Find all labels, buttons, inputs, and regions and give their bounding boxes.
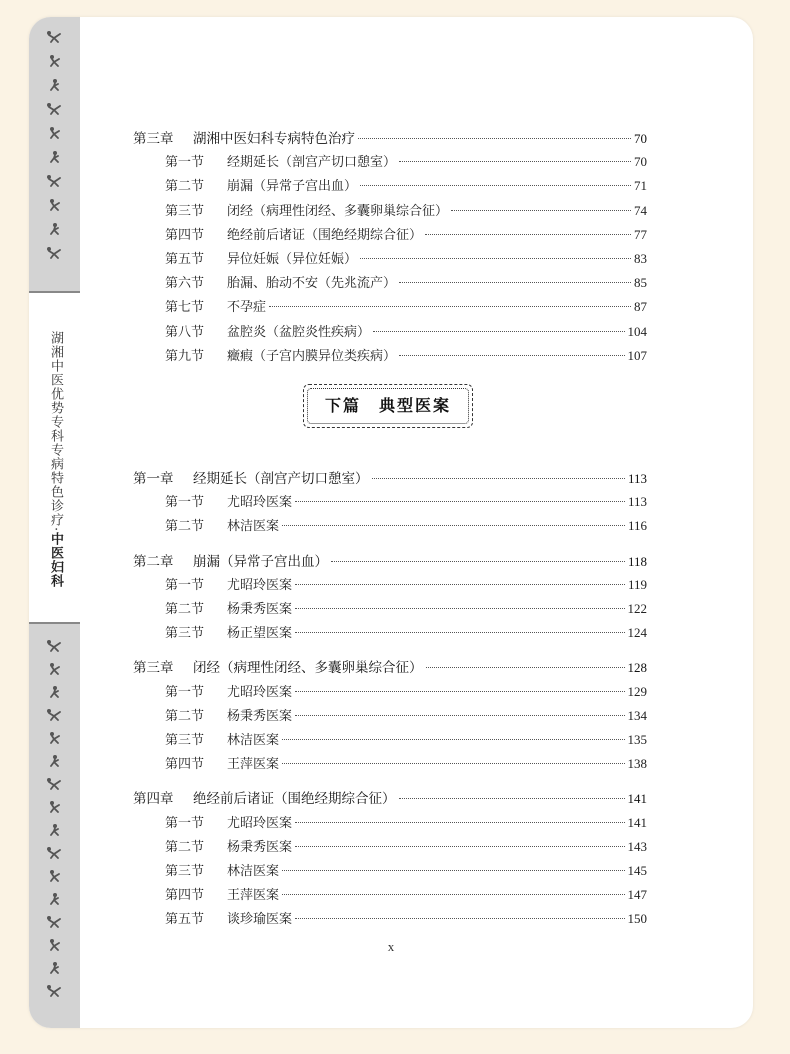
toc-entry-number: 第二节	[165, 708, 205, 724]
toc-dot-leader	[282, 763, 624, 764]
toc-entry-page: 83	[634, 251, 647, 266]
toc-section-entry[interactable]	[133, 729, 647, 749]
toc-entry-number: 第三节	[165, 733, 205, 748]
toc-entry-title: 杨秉秀医案	[227, 839, 293, 855]
book-subject-title: 中医妇科	[48, 532, 63, 589]
toc-entry-number: 第八节	[165, 324, 205, 340]
side-strip	[29, 17, 80, 1028]
part-heading-box	[303, 384, 473, 428]
exercise-figures-bottom	[29, 630, 80, 1028]
toc-entry-page: 138	[627, 756, 647, 772]
exercise-figure-icon	[45, 960, 63, 974]
toc-entry-number: 第一节	[165, 577, 205, 593]
exercise-figure-icon	[45, 776, 63, 790]
exercise-figure-icon	[45, 868, 63, 882]
toc-section-entry[interactable]	[133, 836, 647, 856]
toc-entry-page: 135	[627, 732, 647, 747]
toc-entry-page: 107	[627, 347, 647, 363]
toc-entry-number: 第五节	[165, 912, 205, 928]
toc-chapter-entry[interactable]	[133, 787, 647, 807]
toc-entry-title: 经期延长（剖宫产切口憩室）	[193, 471, 369, 487]
toc-dot-leader	[282, 739, 624, 740]
toc-entry-number: 第二章	[133, 553, 174, 570]
toc-entry-page: 71	[634, 178, 647, 194]
toc-dot-leader	[451, 210, 631, 211]
toc-entry-page: 129	[627, 683, 647, 699]
exercise-figure-icon	[45, 197, 63, 211]
toc-entry-title: 尤昭玲医案	[227, 495, 293, 511]
toc-entry-page: 87	[634, 299, 647, 315]
toc-entry-number: 第二节	[165, 519, 205, 535]
toc-entry-title: 林洁医案	[227, 519, 280, 535]
toc-chapter-entry[interactable]	[133, 550, 647, 570]
toc-entry-title: 绝经前后诸证（围绝经期综合征）	[227, 227, 423, 243]
toc-entry-title: 闭经（病理性闭经、多囊卵巢综合征）	[193, 660, 423, 677]
toc-dot-leader	[282, 525, 625, 526]
toc-entry-title: 湖湘中医妇科专病特色治疗	[193, 131, 355, 147]
exercise-figure-icon	[45, 245, 63, 259]
toc-dot-leader	[295, 632, 624, 633]
toc-section-entry[interactable]	[133, 598, 647, 618]
toc-entry-title: 癥瘕（子宫内膜异位类疾病）	[227, 348, 397, 364]
toc-section-entry[interactable]	[133, 860, 647, 880]
toc-entry-title: 崩漏（异常子宫出血）	[227, 179, 358, 195]
toc-entry-page: 128	[627, 660, 647, 676]
exercise-figure-icon	[45, 661, 63, 675]
toc-entry-number: 第三节	[165, 203, 205, 219]
exercise-figures-top	[29, 17, 80, 279]
toc-dot-leader	[331, 561, 625, 562]
toc-section-entry[interactable]	[133, 622, 647, 642]
toc-entry-page: 113	[627, 471, 647, 486]
toc-entry-page: 141	[627, 791, 647, 807]
toc-section-entry[interactable]	[133, 908, 647, 928]
toc-section-entry[interactable]	[133, 200, 647, 220]
exercise-figure-icon	[45, 77, 63, 91]
toc-entry-title: 尤昭玲医案	[227, 684, 293, 700]
toc-entry-number: 第三节	[165, 626, 205, 642]
toc-section-entry[interactable]	[133, 574, 647, 594]
exercise-figure-icon	[45, 173, 63, 187]
toc-entry-number: 第四节	[165, 888, 205, 904]
toc-entry-page: 124	[627, 625, 647, 641]
toc-entry-number: 第一节	[165, 684, 205, 700]
toc-section-entry[interactable]	[133, 491, 647, 511]
toc-section-entry[interactable]	[133, 296, 647, 316]
toc-entry-number: 第四节	[165, 227, 205, 243]
toc-dot-leader	[295, 715, 624, 716]
toc-dot-leader	[425, 234, 631, 235]
toc-entry-number: 第四节	[165, 757, 205, 773]
toc-dot-leader	[360, 185, 631, 186]
exercise-figure-icon	[45, 29, 63, 43]
toc-chapter-entry[interactable]	[133, 467, 647, 487]
toc-entry-page: 74	[634, 202, 647, 218]
toc-section-entry[interactable]	[133, 151, 647, 171]
toc-entry-page: 150	[627, 911, 647, 927]
exercise-figure-icon	[45, 822, 63, 836]
toc-entry-title: 杨秉秀医案	[227, 708, 293, 724]
exercise-figure-icon	[45, 730, 63, 744]
toc-entry-title: 不孕症	[227, 300, 267, 316]
toc-entry-number: 第二节	[165, 602, 205, 617]
toc-section-entry[interactable]	[133, 272, 647, 292]
toc-dot-leader	[399, 282, 631, 283]
toc-section-entry[interactable]	[133, 224, 647, 244]
toc-dot-leader	[282, 894, 624, 895]
toc-dot-leader	[295, 608, 624, 609]
exercise-figure-icon	[45, 101, 63, 115]
toc-entry-title: 杨正望医案	[227, 626, 293, 642]
exercise-figure-icon	[45, 53, 63, 67]
toc-dot-leader	[295, 846, 624, 847]
toc-entry-page: 143	[627, 838, 647, 854]
exercise-figure-icon	[45, 914, 63, 928]
toc-entry-title: 尤昭玲医案	[227, 577, 293, 593]
toc-section-entry[interactable]	[133, 812, 647, 832]
toc-entry-number: 第三节	[165, 864, 205, 879]
toc-entry-title: 林洁医案	[227, 864, 280, 879]
exercise-figure-icon	[45, 891, 63, 905]
toc-entry-title: 闭经（病理性闭经、多囊卵巢综合征）	[227, 203, 449, 219]
toc-entry-number: 第三章	[133, 131, 174, 147]
toc-entry-title: 盆腔炎（盆腔炎性疾病）	[227, 324, 371, 340]
toc-dot-leader	[372, 478, 625, 479]
toc-section-entry[interactable]	[133, 321, 647, 341]
toc-entry-number: 第五节	[165, 252, 205, 267]
toc-entry-number: 第一章	[133, 471, 174, 487]
book-series-title-main: 湖湘中医优势专科专病特色诊疗·	[48, 331, 63, 533]
toc-dot-leader	[399, 798, 625, 799]
toc-entry-number: 第二节	[165, 179, 205, 195]
toc-entry-page: 145	[627, 863, 647, 878]
toc-chapter-entry[interactable]	[133, 127, 647, 147]
exercise-figure-icon	[45, 753, 63, 767]
part-heading-title: 下篇 典型医案	[324, 396, 451, 415]
toc-entry-number: 第七节	[165, 300, 205, 316]
toc-entry-number: 第一节	[165, 495, 205, 511]
toc-section-entry[interactable]	[133, 248, 647, 268]
toc-entry-title: 杨秉秀医案	[227, 602, 293, 617]
toc-entry-page: 119	[627, 576, 647, 592]
toc-dot-leader	[399, 355, 624, 356]
toc-section-entry[interactable]	[133, 681, 647, 701]
toc-section-entry[interactable]	[133, 515, 647, 535]
toc-entry-number: 第九节	[165, 348, 205, 364]
toc-entry-page: 118	[627, 553, 647, 569]
toc-dot-leader	[269, 306, 631, 307]
toc-dot-leader	[295, 918, 624, 919]
exercise-figure-icon	[45, 149, 63, 163]
toc-entry-number: 第二节	[165, 839, 205, 855]
toc-entry-title: 尤昭玲医案	[227, 815, 293, 831]
book-series-title	[45, 331, 65, 588]
book-page	[29, 17, 753, 1028]
toc-dot-leader	[295, 691, 624, 692]
toc-dot-leader	[360, 258, 631, 259]
toc-entry-number: 第三章	[133, 660, 174, 677]
exercise-figure-icon	[45, 707, 63, 721]
toc-dot-leader	[426, 667, 625, 668]
toc-entry-title: 胎漏、胎动不安（先兆流产）	[227, 276, 397, 292]
toc-entry-page: 77	[634, 226, 647, 242]
toc-section-entry[interactable]	[133, 753, 647, 773]
toc-chapter-entry[interactable]	[133, 656, 647, 676]
toc-entry-title: 王萍医案	[227, 888, 280, 904]
toc-entry-title: 经期延长（剖宫产切口憩室）	[227, 155, 397, 171]
toc-entry-number: 第一节	[165, 155, 205, 171]
toc-dot-leader	[295, 822, 624, 823]
toc-entry-page: 134	[627, 707, 647, 723]
toc-entry-number: 第一节	[165, 815, 205, 831]
toc-entry-page: 141	[627, 814, 647, 830]
toc-dot-leader	[373, 331, 624, 332]
toc-entry-page: 147	[627, 887, 647, 903]
page-number: x	[387, 939, 395, 954]
toc-section-entry[interactable]	[133, 175, 647, 195]
toc-entry-number: 第六节	[165, 276, 205, 292]
toc-entry-number: 第四章	[133, 791, 174, 808]
exercise-figure-icon	[45, 983, 63, 997]
toc-entry-title: 谈珍瑜医案	[227, 912, 293, 928]
exercise-figure-icon	[45, 845, 63, 859]
toc-entry-title: 绝经前后诸证（围绝经期综合征）	[193, 791, 396, 808]
toc-section-entry[interactable]	[133, 345, 647, 365]
toc-entry-page: 70	[634, 154, 647, 170]
toc-entry-title: 异位妊娠（异位妊娠）	[227, 252, 358, 267]
toc-dot-leader	[295, 501, 625, 502]
exercise-figure-icon	[45, 638, 63, 652]
toc-section-entry[interactable]	[133, 705, 647, 725]
toc-entry-page: 70	[634, 131, 647, 146]
exercise-figure-icon	[45, 799, 63, 813]
exercise-figure-icon	[45, 125, 63, 139]
toc-entry-title: 崩漏（异常子宫出血）	[193, 553, 328, 570]
exercise-figure-icon	[45, 221, 63, 235]
toc-dot-leader	[399, 161, 631, 162]
toc-entry-page: 104	[627, 323, 647, 339]
toc-entry-page: 113	[627, 494, 647, 510]
exercise-figure-icon	[45, 684, 63, 698]
toc-dot-leader	[295, 584, 625, 585]
toc-entry-page: 116	[627, 518, 647, 534]
toc-entry-page: 85	[634, 275, 647, 291]
toc-dot-leader	[282, 870, 624, 871]
side-title-panel	[29, 291, 80, 624]
toc-entry-title: 林洁医案	[227, 733, 280, 748]
toc-entry-title: 王萍医案	[227, 757, 280, 773]
toc-dot-leader	[358, 138, 631, 139]
toc-section-entry[interactable]	[133, 884, 647, 904]
toc-entry-page: 122	[627, 601, 647, 616]
